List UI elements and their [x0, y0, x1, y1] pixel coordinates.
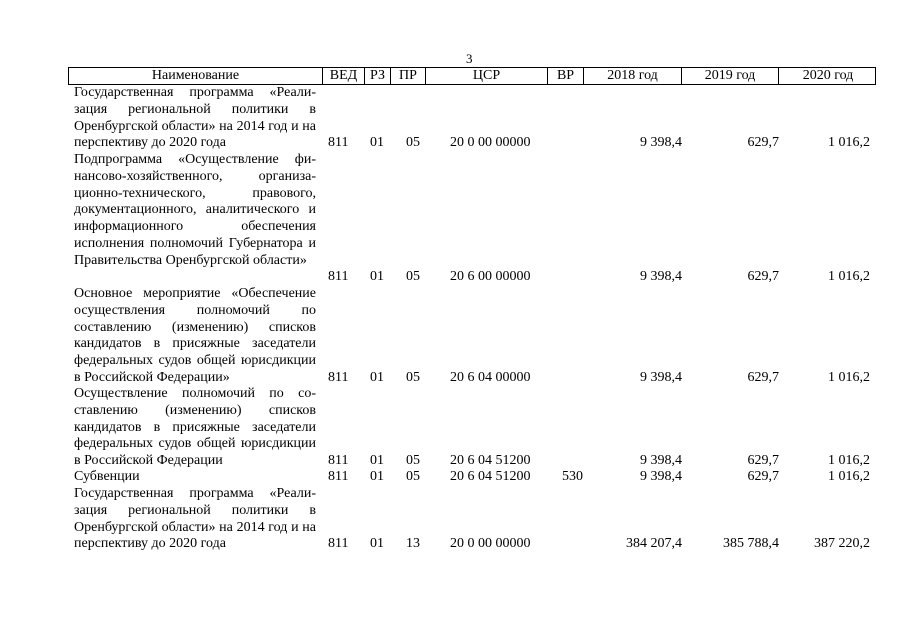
- row-pr: 05: [406, 370, 420, 385]
- row-name: Государственная программа «Реализация региональной политики в Оренбургской области» на 2014 год и на перспективу до 2020 года: [74, 486, 316, 552]
- row-2019: 629,7: [747, 370, 779, 385]
- row-rz: 01: [370, 453, 384, 468]
- row-2018: 9 398,4: [640, 469, 682, 484]
- header-csr: ЦСР: [426, 68, 548, 84]
- row-2019: 385 788,4: [723, 536, 779, 551]
- table-header: [68, 67, 876, 85]
- row-2018: 9 398,4: [640, 269, 682, 284]
- row-2019: 629,7: [747, 469, 779, 484]
- row-pr: 05: [406, 469, 420, 484]
- row-2019: 629,7: [747, 269, 779, 284]
- row-2018: 9 398,4: [640, 135, 682, 150]
- row-vr: 530: [562, 469, 583, 484]
- row-ved: 811: [328, 370, 349, 385]
- row-2018: 9 398,4: [640, 453, 682, 468]
- table-row: [68, 486, 876, 554]
- row-csr: 20 0 00 00000: [450, 135, 531, 150]
- table-row: [68, 85, 876, 153]
- header-2018: 2018 год: [584, 68, 682, 84]
- header-rz: РЗ: [365, 68, 391, 84]
- row-rz: 01: [370, 469, 384, 484]
- row-pr: 05: [406, 453, 420, 468]
- row-2020: 1 016,2: [828, 453, 870, 468]
- row-ved: 811: [328, 135, 349, 150]
- table-row: [68, 386, 876, 470]
- header-2019: 2019 год: [682, 68, 779, 84]
- header-vr: ВР: [548, 68, 584, 84]
- row-rz: 01: [370, 536, 384, 551]
- row-ved: 811: [328, 453, 349, 468]
- row-2020: 387 220,2: [814, 536, 870, 551]
- row-name: Подпрограмма «Осуществление финансово-хозяйственного, организационно-технического, правового, документационного, аналитического и информационного обеспечения исполнения полномочий Губернатора и Правительства Оренбургской области»: [74, 152, 316, 268]
- table-row: [68, 152, 876, 287]
- row-name: Субвенции: [74, 469, 140, 484]
- header-name: Наименование: [69, 68, 323, 84]
- table-row: [68, 286, 876, 387]
- row-csr: 20 6 00 00000: [450, 269, 531, 284]
- row-csr: 20 6 04 51200: [450, 469, 531, 484]
- row-2018: 9 398,4: [640, 370, 682, 385]
- row-csr: 20 6 04 51200: [450, 453, 531, 468]
- page-number: 3: [466, 51, 473, 66]
- row-name: Государственная программа «Реализация региональной политики в Оренбургской области» на 2014 год и на перспективу до 2020 года: [74, 85, 316, 151]
- row-2019: 629,7: [747, 135, 779, 150]
- row-2020: 1 016,2: [828, 469, 870, 484]
- header-pr: ПР: [391, 68, 426, 84]
- row-2020: 1 016,2: [828, 269, 870, 284]
- row-pr: 05: [406, 269, 420, 284]
- header-2020: 2020 год: [802, 68, 854, 83]
- row-2018: 384 207,4: [626, 536, 682, 551]
- row-2020: 1 016,2: [828, 135, 870, 150]
- row-2020: 1 016,2: [828, 370, 870, 385]
- row-ved: 811: [328, 469, 349, 484]
- row-rz: 01: [370, 370, 384, 385]
- row-2019: 629,7: [747, 453, 779, 468]
- header-ved: ВЕД: [323, 68, 365, 84]
- row-name: Осуществление полномочий по составлению (изменению) списков кандидатов в присяжные заседатели федеральных судов общей юрисдикции в Российской Федерации: [74, 386, 316, 469]
- row-pr: 13: [406, 536, 420, 551]
- row-csr: 20 6 04 00000: [450, 370, 531, 385]
- table-row: [68, 469, 876, 486]
- row-ved: 811: [328, 536, 349, 551]
- row-rz: 01: [370, 135, 384, 150]
- row-pr: 05: [406, 135, 420, 150]
- row-name: Основное мероприятие «Обеспечение осуществления полномочий по составлению (изменению) списков кандидатов в присяжные заседатели федеральных судов общей юрисдикции в Российской Федерации»: [74, 286, 316, 385]
- row-csr: 20 0 00 00000: [450, 536, 531, 551]
- row-rz: 01: [370, 269, 384, 284]
- row-ved: 811: [328, 269, 349, 284]
